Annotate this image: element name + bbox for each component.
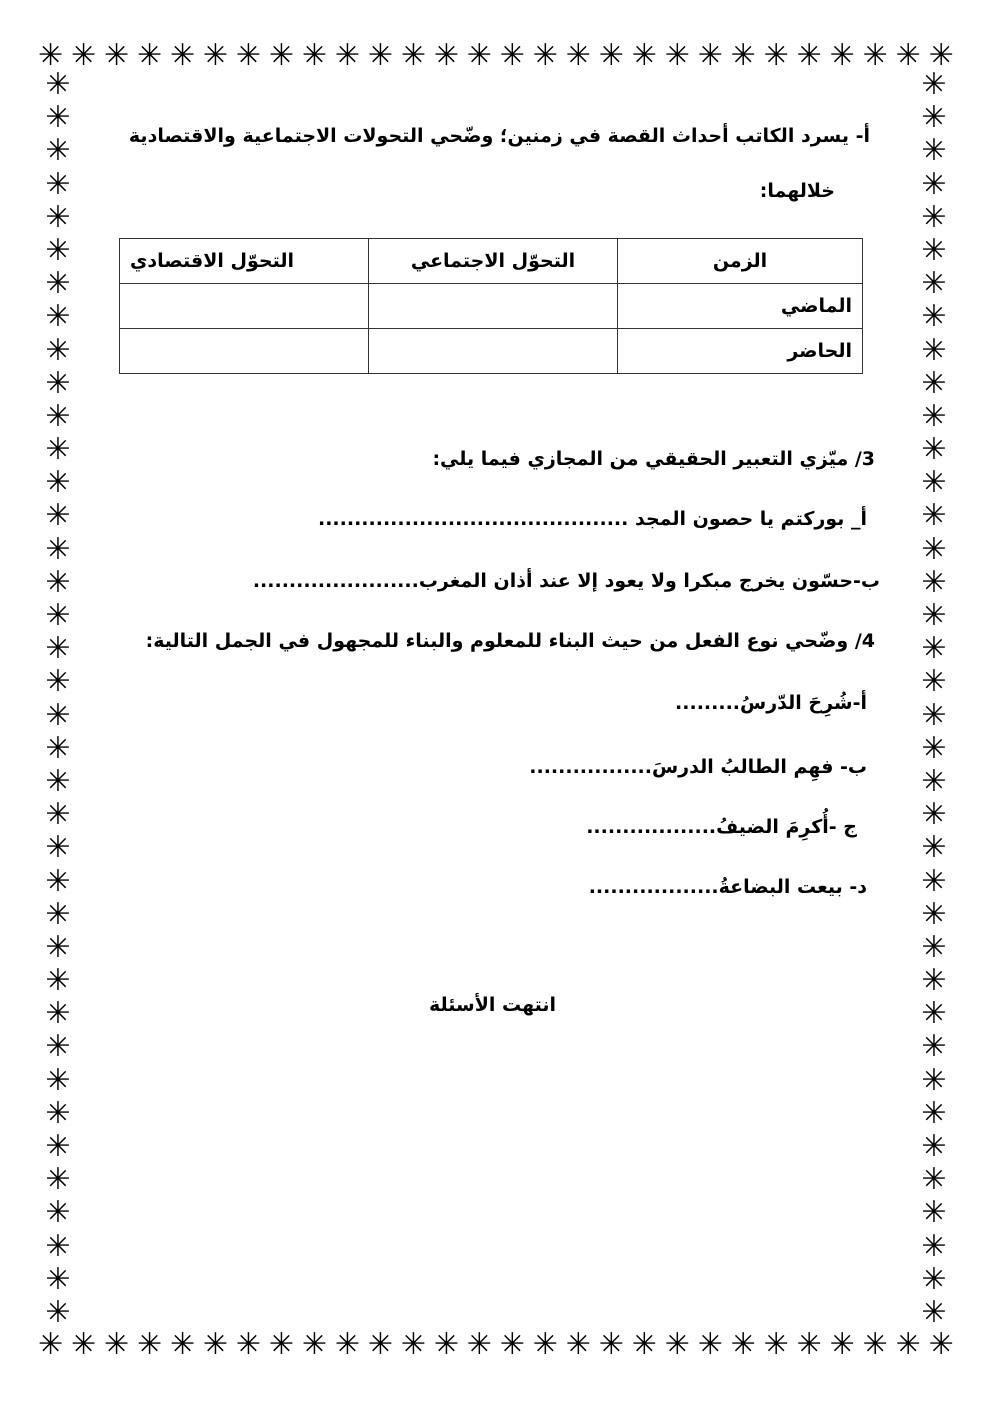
asterisk-star-icon: ✳ [631, 38, 657, 73]
asterisk-star-icon: ✳ [45, 929, 71, 965]
asterisk-star-icon: ✳ [103, 1327, 130, 1362]
question-1a-line-2: خلالهما: [759, 180, 835, 202]
asterisk-star-icon: ✳ [631, 1327, 657, 1362]
end-of-questions: انتهت الأسئلة [428, 994, 557, 1016]
asterisk-star-icon: ✳ [921, 1095, 947, 1131]
asterisk-star-icon: ✳ [921, 133, 947, 169]
asterisk-star-icon: ✳ [70, 38, 97, 73]
asterisk-star-icon: ✳ [921, 398, 947, 434]
asterisk-star-icon: ✳ [921, 266, 947, 302]
asterisk-star-icon: ✳ [45, 1162, 71, 1198]
asterisk-star-icon: ✳ [921, 1029, 947, 1065]
asterisk-star-icon: ✳ [45, 365, 71, 401]
asterisk-star-icon: ✳ [921, 531, 947, 567]
table-cell-past-social[interactable] [369, 284, 618, 329]
asterisk-star-icon: ✳ [499, 38, 525, 73]
asterisk-star-icon: ✳ [301, 38, 328, 73]
asterisk-star-icon: ✳ [45, 1029, 71, 1065]
asterisk-star-icon: ✳ [921, 67, 947, 102]
table-cell-past-economic[interactable] [120, 284, 369, 329]
asterisk-star-icon: ✳ [921, 631, 947, 667]
asterisk-star-icon: ✳ [45, 299, 71, 335]
asterisk-star-icon: ✳ [45, 564, 71, 600]
asterisk-star-icon: ✳ [45, 232, 71, 268]
asterisk-star-icon: ✳ [921, 797, 947, 833]
asterisk-star-icon: ✳ [565, 38, 591, 73]
table-header-time: الزمن [618, 239, 863, 284]
asterisk-star-icon: ✳ [103, 38, 130, 73]
asterisk-star-icon: ✳ [921, 830, 947, 866]
border-right [914, 67, 954, 1330]
asterisk-star-icon: ✳ [921, 432, 947, 468]
asterisk-star-icon: ✳ [921, 730, 947, 766]
asterisk-star-icon: ✳ [45, 1261, 71, 1297]
asterisk-star-icon: ✳ [235, 1327, 262, 1362]
question-4-item-b: ب- فهِم الطالبُ الدرسَ................. [529, 756, 867, 778]
asterisk-star-icon: ✳ [921, 564, 947, 600]
asterisk-star-icon: ✳ [921, 1195, 947, 1231]
asterisk-star-icon: ✳ [136, 38, 163, 73]
asterisk-star-icon: ✳ [928, 1327, 954, 1362]
asterisk-star-icon: ✳ [763, 1327, 789, 1362]
asterisk-star-icon: ✳ [763, 38, 789, 73]
asterisk-star-icon: ✳ [367, 38, 393, 73]
asterisk-star-icon: ✳ [45, 67, 71, 102]
transformations-table [119, 238, 863, 374]
asterisk-star-icon: ✳ [400, 1327, 426, 1362]
asterisk-star-icon: ✳ [45, 598, 71, 633]
asterisk-star-icon: ✳ [334, 1327, 360, 1362]
table-cell-present: الحاضر [618, 329, 863, 374]
asterisk-star-icon: ✳ [45, 664, 71, 700]
asterisk-star-icon: ✳ [45, 1129, 71, 1164]
asterisk-star-icon: ✳ [466, 38, 492, 73]
asterisk-star-icon: ✳ [45, 1195, 71, 1231]
table-header-social: التحوّل الاجتماعي [369, 239, 618, 284]
asterisk-star-icon: ✳ [895, 1327, 921, 1362]
asterisk-star-icon: ✳ [45, 133, 71, 169]
asterisk-star-icon: ✳ [862, 38, 888, 73]
asterisk-star-icon: ✳ [921, 1294, 947, 1330]
asterisk-star-icon: ✳ [921, 863, 947, 899]
asterisk-star-icon: ✳ [301, 1327, 328, 1362]
asterisk-star-icon: ✳ [532, 1327, 558, 1362]
asterisk-star-icon: ✳ [45, 498, 71, 534]
asterisk-star-icon: ✳ [45, 1062, 71, 1098]
asterisk-star-icon: ✳ [921, 100, 947, 136]
table-header-economic: التحوّل الاقتصادي [120, 239, 369, 284]
asterisk-star-icon: ✳ [730, 38, 756, 73]
question-4-item-a: أ-شُرِحَ الدّرسُ......... [675, 692, 867, 714]
asterisk-star-icon: ✳ [45, 531, 71, 567]
asterisk-star-icon: ✳ [169, 38, 196, 73]
question-3-item-b: ب-حسّون يخرج مبكرا ولا يعود إلا عند أذان المغرب....................... [252, 570, 880, 592]
asterisk-star-icon: ✳ [921, 664, 947, 700]
asterisk-star-icon: ✳ [921, 896, 947, 932]
question-4-item-c: ج -أُكرِمَ الضيفُ.................. [586, 816, 857, 838]
asterisk-star-icon: ✳ [921, 697, 947, 733]
asterisk-star-icon: ✳ [921, 996, 947, 1032]
asterisk-star-icon: ✳ [730, 1327, 756, 1362]
asterisk-star-icon: ✳ [45, 697, 71, 733]
asterisk-star-icon: ✳ [45, 830, 71, 866]
asterisk-star-icon: ✳ [697, 38, 723, 73]
asterisk-star-icon: ✳ [45, 1294, 71, 1330]
asterisk-star-icon: ✳ [921, 1261, 947, 1297]
asterisk-star-icon: ✳ [466, 1327, 492, 1362]
asterisk-star-icon: ✳ [45, 996, 71, 1032]
asterisk-star-icon: ✳ [921, 1162, 947, 1198]
asterisk-star-icon: ✳ [796, 38, 822, 73]
asterisk-star-icon: ✳ [268, 38, 295, 73]
asterisk-star-icon: ✳ [921, 166, 947, 202]
asterisk-star-icon: ✳ [70, 1327, 97, 1362]
asterisk-star-icon: ✳ [367, 1327, 393, 1362]
table-cell-past: الماضي [618, 284, 863, 329]
asterisk-star-icon: ✳ [45, 166, 71, 202]
table-header-row [120, 239, 863, 284]
asterisk-star-icon: ✳ [829, 38, 855, 73]
asterisk-star-icon: ✳ [45, 199, 71, 235]
asterisk-star-icon: ✳ [928, 38, 954, 73]
asterisk-star-icon: ✳ [235, 38, 262, 73]
asterisk-star-icon: ✳ [921, 332, 947, 368]
asterisk-star-icon: ✳ [532, 38, 558, 73]
asterisk-star-icon: ✳ [598, 38, 624, 73]
asterisk-star-icon: ✳ [921, 763, 947, 799]
asterisk-star-icon: ✳ [268, 1327, 295, 1362]
asterisk-star-icon: ✳ [598, 1327, 624, 1362]
asterisk-star-icon: ✳ [45, 398, 71, 434]
asterisk-star-icon: ✳ [45, 332, 71, 368]
asterisk-star-icon: ✳ [334, 38, 360, 73]
asterisk-star-icon: ✳ [45, 266, 71, 302]
asterisk-star-icon: ✳ [499, 1327, 525, 1362]
asterisk-star-icon: ✳ [895, 38, 921, 73]
asterisk-star-icon: ✳ [921, 1129, 947, 1164]
asterisk-star-icon: ✳ [796, 1327, 822, 1362]
asterisk-star-icon: ✳ [45, 1228, 71, 1264]
asterisk-star-icon: ✳ [45, 730, 71, 766]
asterisk-star-icon: ✳ [921, 199, 947, 235]
question-1a-line-1: أ- يسرد الكاتب أحداث القصة في زمنين؛ وضّحي التحولات الاجتماعية والاقتصادية [128, 125, 870, 147]
question-3-item-a: أ_ بوركتم يا حصون المجد ........................................... [317, 508, 867, 530]
asterisk-star-icon: ✳ [921, 232, 947, 268]
asterisk-star-icon: ✳ [921, 1062, 947, 1098]
table-row [120, 329, 863, 374]
question-4-item-d: د- بيعت البضاعةُ.................. [588, 876, 867, 898]
asterisk-star-icon: ✳ [697, 1327, 723, 1362]
asterisk-star-icon: ✳ [202, 1327, 229, 1362]
worksheet-content [110, 0, 880, 1403]
table-cell-present-economic[interactable] [120, 329, 369, 374]
asterisk-star-icon: ✳ [45, 1095, 71, 1131]
table-row [120, 284, 863, 329]
question-3-title: 3/ ميّزي التعبير الحقيقي من المجازي فيما يلي: [432, 448, 875, 470]
asterisk-star-icon: ✳ [202, 38, 229, 73]
asterisk-star-icon: ✳ [45, 963, 71, 999]
asterisk-star-icon: ✳ [45, 896, 71, 932]
asterisk-star-icon: ✳ [433, 38, 459, 73]
asterisk-star-icon: ✳ [921, 598, 947, 633]
question-4-title: 4/ وضّحي نوع الفعل من حيث البناء للمعلوم والبناء للمجهول في الجمل التالية: [145, 630, 875, 652]
asterisk-star-icon: ✳ [45, 631, 71, 667]
asterisk-star-icon: ✳ [921, 498, 947, 534]
border-left [38, 67, 78, 1330]
asterisk-star-icon: ✳ [664, 38, 690, 73]
asterisk-star-icon: ✳ [862, 1327, 888, 1362]
asterisk-star-icon: ✳ [400, 38, 426, 73]
asterisk-star-icon: ✳ [664, 1327, 690, 1362]
asterisk-star-icon: ✳ [136, 1327, 163, 1362]
asterisk-star-icon: ✳ [45, 797, 71, 833]
asterisk-star-icon: ✳ [433, 1327, 459, 1362]
asterisk-star-icon: ✳ [921, 963, 947, 999]
asterisk-star-icon: ✳ [565, 1327, 591, 1362]
asterisk-star-icon: ✳ [921, 929, 947, 965]
asterisk-star-icon: ✳ [921, 465, 947, 501]
asterisk-star-icon: ✳ [45, 863, 71, 899]
asterisk-star-icon: ✳ [829, 1327, 855, 1362]
asterisk-star-icon: ✳ [169, 1327, 196, 1362]
asterisk-star-icon: ✳ [921, 299, 947, 335]
asterisk-star-icon: ✳ [45, 100, 71, 136]
asterisk-star-icon: ✳ [38, 38, 64, 73]
asterisk-star-icon: ✳ [38, 1327, 64, 1362]
asterisk-star-icon: ✳ [45, 763, 71, 799]
table-cell-present-social[interactable] [369, 329, 618, 374]
asterisk-star-icon: ✳ [45, 432, 71, 468]
asterisk-star-icon: ✳ [921, 1228, 947, 1264]
asterisk-star-icon: ✳ [921, 365, 947, 401]
asterisk-star-icon: ✳ [45, 465, 71, 501]
